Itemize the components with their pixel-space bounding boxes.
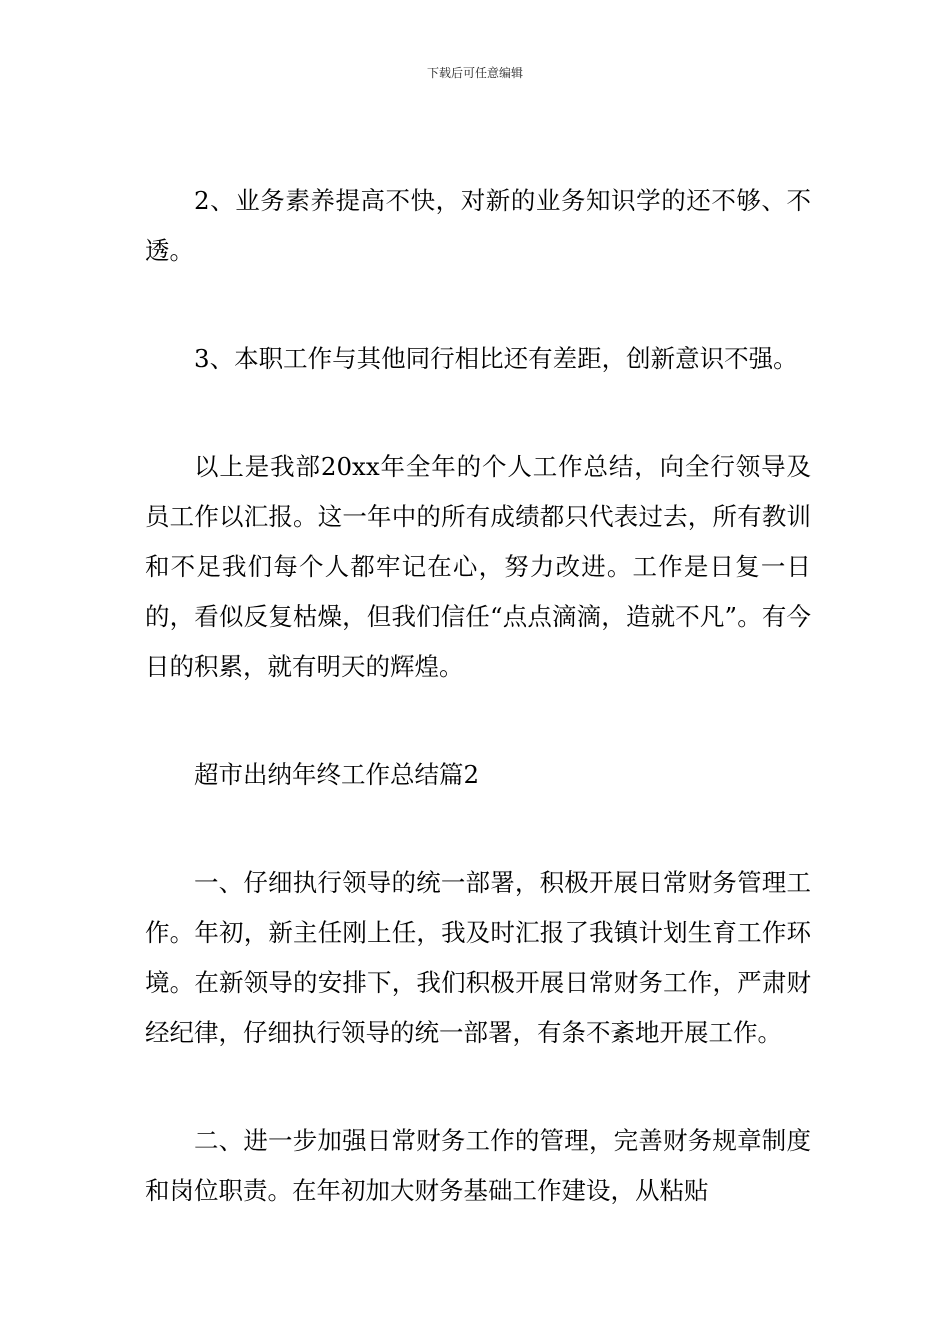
- paragraph-summary: 以上是我部20xx年全年的个人工作总结，向全行领导及员工作以汇报。这一年中的所有成绩都只代表过去，所有教训和不足我们每个人都牢记在心，努力改进。工作是日复一日的，看似反复枯燥，但我们信任“点点滴滴，造就不凡”。有今日的积累，就有明天的辉煌。: [145, 452, 811, 681]
- paragraph-point-1: 一、仔细执行领导的统一部署，积极开展日常财务管理工作。年初，新主任刚上任，我及时汇报了我镇计划生育工作环境。在新领导的安排下，我们积极开展日常财务工作，严肃财经纪律，仔细执行领导的统一部署，有条不紊地开展工作。: [145, 868, 811, 1047]
- paragraph-point-2: 二、进一步加强日常财务工作的管理，完善财务规章制度和岗位职责。在年初加大财务基础工作建设，从粘贴: [145, 1126, 811, 1205]
- page-header: 下载后可任意编辑: [426, 66, 523, 80]
- document-body: [145, 176, 811, 1216]
- section-title: 超市出纳年终工作总结篇2: [194, 760, 480, 789]
- paragraph-item-3: 3、本职工作与其他同行相比还有差距，创新意识不强。: [194, 344, 798, 373]
- paragraph-item-2: 2、业务素养提高不快，对新的业务知识学的还不够、不透。: [145, 186, 811, 265]
